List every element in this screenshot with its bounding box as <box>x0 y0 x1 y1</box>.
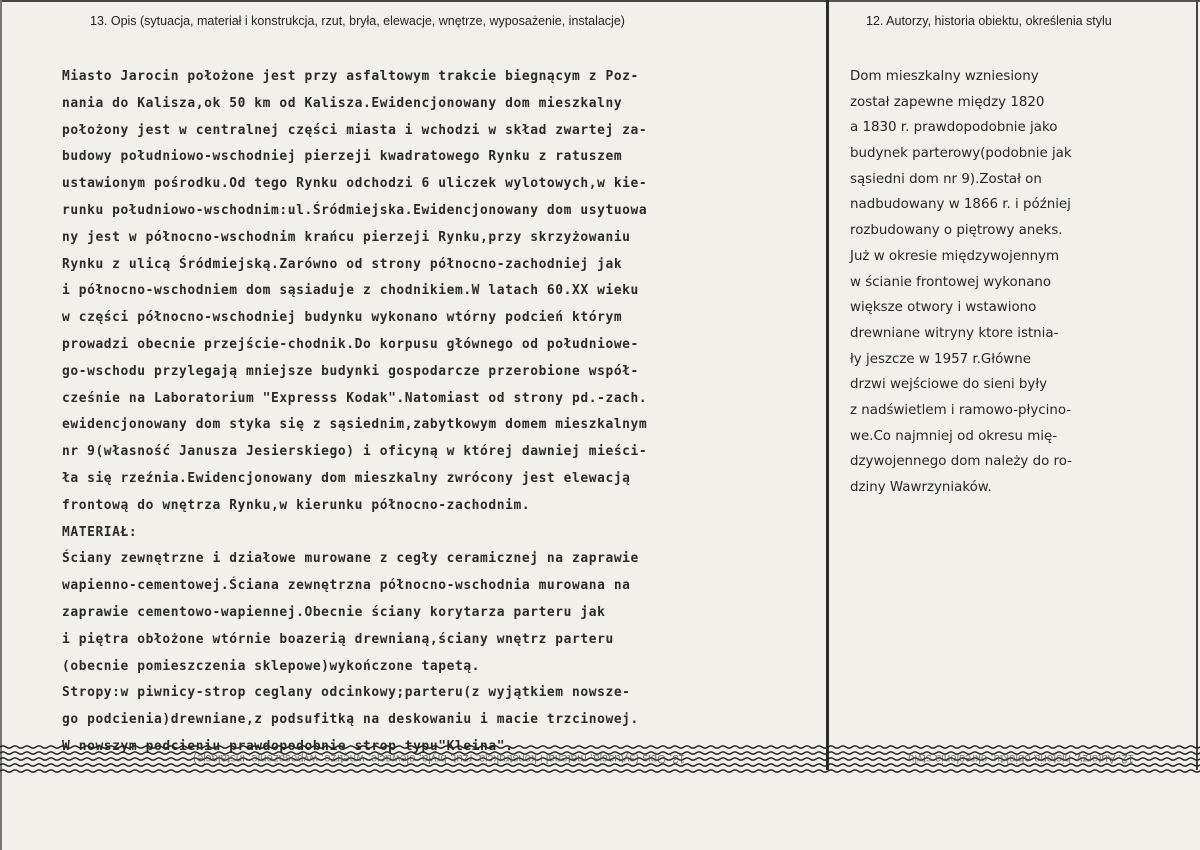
description-line: frontową do wnętrza Rynku,w kierunku północno-zachodnim. <box>62 497 531 513</box>
description-line: prowadzi obecnie przejście-chodnik.Do korpusu głównego od południowe- <box>62 336 639 352</box>
history-text-block <box>850 64 1072 501</box>
description-line: i piętra obłożone wtórnie boazerią drewnianą,ściany wnętrz parteru <box>62 631 614 647</box>
description-line: go podcienia)drewniane,z podsufitką na deskowaniu i macie trzcinowej. <box>62 712 639 728</box>
description-line: w części północno-wschodniej budynku wykonano wtórny podcień którym <box>62 310 623 326</box>
description-line: MATERIAŁ: <box>62 524 138 540</box>
section-13-header: 13. Opis (sytuacja, materiał i konstrukcja, rzut, bryła, elewacje, wnętrze, wyposażenie, instalacje) <box>90 14 625 28</box>
description-line: W nowszym podcieniu prawdopodobnie strop typu"Kleina". <box>62 738 514 754</box>
history-line: budynek parterowy(podobnie jak <box>850 146 1072 162</box>
history-line: we.Co najmniej od okresu mię- <box>850 428 1058 444</box>
description-line: zaprawie cementowo-wapiennej.Obecnie ściany korytarza parteru jak <box>62 604 606 620</box>
description-line: runku południowo-wschodnim:ul.Śródmiejska.Ewidencjonowany dom usytuowa <box>62 202 648 218</box>
description-line: budowy południowo-wschodniej pierzeji kwadratowego Rynku z ratuszem <box>62 149 623 165</box>
description-line: ła się rzeźnia.Ewidencjonowany dom mieszkalny zwrócony jest elewacją <box>62 470 631 486</box>
description-line: cześnie na Laboratorium "Expresss Kodak".Natomiast od strony pd.-zach. <box>62 390 648 406</box>
history-line: drzwi wejściowe do sieni były <box>850 377 1048 393</box>
description-line: go-wschodu przylegają mniejsze budynki gospodarcze przerobione współ- <box>62 363 639 379</box>
description-line: położony jest w centralnej części miasta i wchodzi w skład zwartej za- <box>62 122 648 138</box>
description-line: ustawionym pośrodku.Od tego Rynku odchodzi 6 uliczek wylotowych,w kie- <box>62 176 648 192</box>
description-line: ny jest w północno-wschodnim krańcu pierzeji Rynku,przy skrzyżowaniu <box>62 229 631 245</box>
wave-line <box>0 770 1200 772</box>
history-line: a 1830 r. prawdopodobnie jako <box>850 120 1058 136</box>
description-line: nr 9(własność Janusza Jesierskiego) i oficyną w której dawniej mieści- <box>62 444 648 460</box>
mirrored-footer-12: 12. Autorzy, historia obiektu, określenia stylu <box>908 752 1135 764</box>
history-line: dziny Wawrzyniaków. <box>850 480 992 495</box>
description-line: wapienno-cementowej.Ściana zewnętrzna północno-wschodnia murowana na <box>62 578 631 594</box>
wave-line <box>0 764 1200 766</box>
history-line: ły jeszcze w 1957 r.Główne <box>850 351 1031 367</box>
top-rule-left <box>0 0 828 2</box>
description-line: (obecnie pomieszczenia sklepowe)wykończone tapetą. <box>62 658 481 674</box>
history-line: sąsiedni dom nr 9).Został on <box>850 171 1042 187</box>
description-line: i północno-wschodniem dom sąsiaduje z chodnikiem.W latach 60.XX wieku <box>62 283 639 299</box>
description-text-block <box>62 64 647 761</box>
history-line: Dom mieszkalny wzniesiony <box>850 69 1039 84</box>
history-line: drewniane witryny ktore istnia- <box>850 325 1059 341</box>
history-line: został zapewne między 1820 <box>850 94 1045 110</box>
description-line: Ściany zewnętrzne i działowe murowane z cegły ceramicznej na zaprawie <box>62 551 639 567</box>
top-rule-right <box>829 0 1200 2</box>
column-divider <box>826 0 829 770</box>
history-line: Już w okresie międzywojennym <box>850 248 1060 264</box>
history-line: nadbudowany w 1866 r. i później <box>850 197 1071 213</box>
description-line: Miasto Jarocin położone jest przy asfaltowym trakcie biegnącym z Poz- <box>62 69 639 84</box>
right-border <box>1196 0 1198 770</box>
wave-line <box>0 746 1200 748</box>
mirrored-footer-13: 13. Opis (sytuacja, materiał i konstrukcja, rzut, bryła, elewacje, wnętrze, wyposażenie, instalacje) <box>193 752 686 764</box>
description-line: ewidencjonowany dom styka się z sąsiednim,zabytkowym domem mieszkalnym <box>62 417 648 433</box>
history-line: większe otwory i wstawiono <box>850 300 1037 316</box>
section-12-header: 12. Autorzy, historia obiektu, określenia stylu <box>866 14 1112 28</box>
history-line: rozbudowany o piętrowy aneks. <box>850 223 1063 239</box>
description-line: nania do Kalisza,ok 50 km od Kalisza.Ewidencjonowany dom mieszkalny <box>62 95 623 111</box>
left-border <box>0 0 2 850</box>
description-line: Rynku z ulicą Śródmiejską.Zarówno od strony północno-zachodniej jak <box>62 256 623 272</box>
history-line: dzywojennego dom należy do ro- <box>850 454 1073 470</box>
description-line: Stropy:w piwnicy-strop ceglany odcinkowy;parteru(z wyjątkiem nowsze- <box>62 685 631 701</box>
history-line: w ścianie frontowej wykonano <box>850 274 1052 290</box>
history-line: z nadświetlem i ramowo-płycino- <box>850 402 1072 418</box>
